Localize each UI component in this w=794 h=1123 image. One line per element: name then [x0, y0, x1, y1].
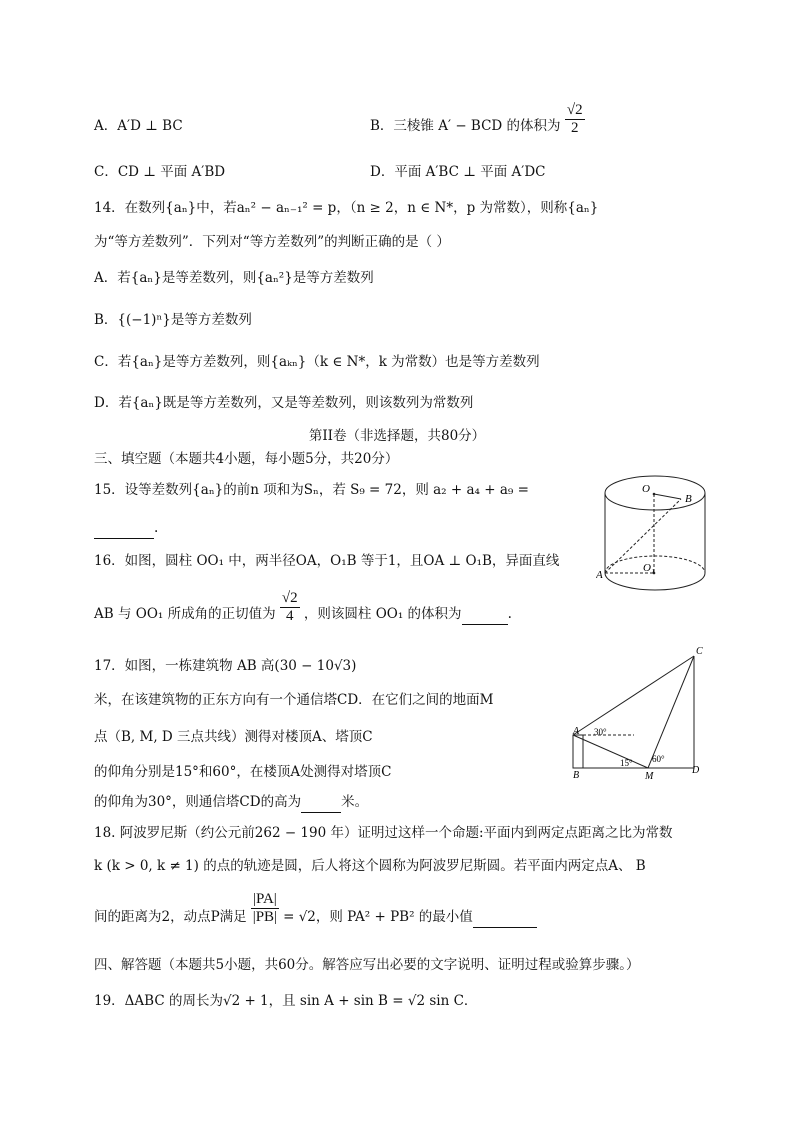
q18-line3-end: = √2，则 PA² + PB² 的最小值 [283, 909, 473, 925]
fraction-numerator: |PA| [252, 891, 277, 907]
q14-option-c: C．若{aₙ}是等方差数列，则{aₖₙ}（k ∈ N*，k 为常数）也是等方差数列 [94, 354, 540, 370]
q13-option-b-text: B．三棱锥 A′ − BCD 的体积为 [370, 118, 561, 134]
q13-volume-fraction [565, 102, 585, 137]
q14-stem-line1: 14．在数列{aₙ}中，若aₙ² − aₙ₋₁² = p，（n ≥ 2，n ∈ N*，p 为常数），则称{aₙ} [94, 200, 599, 216]
label-o1: O₁ [643, 562, 655, 574]
label-o: O [642, 483, 650, 495]
q13-option-c: C．CD ⊥ 平面 A′BD [94, 164, 226, 180]
q18-answer-blank [473, 907, 537, 928]
q16-line2-end: . [507, 606, 512, 622]
q17-line4: 的仰角分别是15°和60°，在楼顶A处测得对塔顶C [94, 764, 392, 780]
q15-answer-blank [94, 518, 154, 539]
q19-stem: 19．ΔABC 的周长为√2 + 1，且 sin A + sin B = √2 sin C． [94, 993, 478, 1009]
label-m: M [645, 771, 654, 782]
q18-ratio-fraction [251, 891, 279, 926]
q16-line2 [94, 590, 512, 625]
q17-line5-end: 米。 [341, 794, 369, 810]
q18-line1: 18. 阿波罗尼斯（约公元前262 − 190 年）证明过这样一个命题:平面内到两定点距离之比为常数 [94, 825, 673, 841]
section4-heading: 四、解答题（本题共5小题，共60分。解答应写出必要的文字说明、证明过程或验算步骤。） [94, 957, 640, 973]
fraction-numerator: √2 [566, 102, 583, 118]
q16-tangent-fraction [280, 590, 300, 625]
q17-line3: 点（B, M, D 三点共线）测得对楼顶A、塔顶C [94, 729, 373, 745]
fraction-denominator: 2 [570, 120, 579, 136]
q15-line2 [94, 518, 158, 539]
q14-option-a: A．若{aₙ}是等差数列，则{aₙ²}是等方差数列 [94, 270, 374, 286]
tower-figure [564, 642, 714, 782]
q17-answer-blank [301, 792, 341, 813]
cylinder-figure [596, 470, 716, 600]
q16-line1: 16．如图，圆柱 OO₁ 中，两半径OA，O₁B 等于1，且OA ⊥ O₁B，异面直线 [94, 553, 560, 569]
q17-line1: 17．如图，一栋建筑物 AB 高(30 − 10√3) [94, 658, 357, 674]
fraction-denominator: 4 [286, 608, 294, 624]
label-b: B [685, 493, 692, 505]
part2-heading: 第II卷（非选择题，共80分） [308, 428, 486, 444]
q13-option-a: A．A′D ⊥ BC [94, 118, 183, 134]
q18-line3-start: 间的距离为2，动点P满足 [94, 909, 247, 925]
label-d: D [692, 765, 700, 776]
q17-line5 [94, 792, 368, 813]
label-b: B [573, 770, 580, 781]
angle-60: 60° [652, 754, 665, 764]
q17-line5-start: 的仰角为30°，则通信塔CD的高为 [94, 794, 302, 810]
q18-line3 [94, 891, 537, 928]
q16-answer-blank [462, 604, 508, 625]
angle-30: 30° [594, 727, 607, 737]
q17-line2: 米，在该建筑物的正东方向有一个通信塔CD．在它们之间的地面M [94, 692, 494, 708]
q14-option-d: D．若{aₙ}既是等方差数列，又是等差数列，则该数列为常数列 [94, 395, 474, 411]
q13-option-b [370, 102, 585, 137]
q13-option-d: D．平面 A′BC ⊥ 平面 A′DC [370, 164, 546, 180]
label-c: C [696, 646, 703, 657]
q18-line2: k (k > 0, k ≠ 1) 的点的轨迹是圆，后人将这个圆称为阿波罗尼斯圆。若平面内两定点A、 B [94, 858, 646, 874]
q16-line2-start: AB 与 OO₁ 所成角的正切值为 [94, 606, 276, 622]
fraction-denominator: |PB| [252, 909, 278, 925]
fraction-numerator: √2 [281, 590, 298, 606]
label-a: A [596, 569, 603, 581]
q16-line2-middle: ，则该圆柱 OO₁ 的体积为 [303, 606, 462, 622]
q15-line2-end: . [154, 520, 159, 536]
q14-option-b: B．{(−1)ⁿ}是等方差数列 [94, 312, 252, 328]
section3-heading: 三、填空题（本题共4小题，每小题5分，共20分） [94, 451, 399, 467]
q14-stem-line2: 为“等方差数列”．下列对“等方差数列”的判断正确的是（ ） [94, 234, 450, 250]
q15-line1: 15．设等差数列{aₙ}的前n 项和为Sₙ，若 S₉ = 72，则 a₂ + a₄ + a₉ = [94, 482, 529, 498]
label-a: A [573, 726, 580, 737]
angle-15: 15° [620, 758, 633, 768]
